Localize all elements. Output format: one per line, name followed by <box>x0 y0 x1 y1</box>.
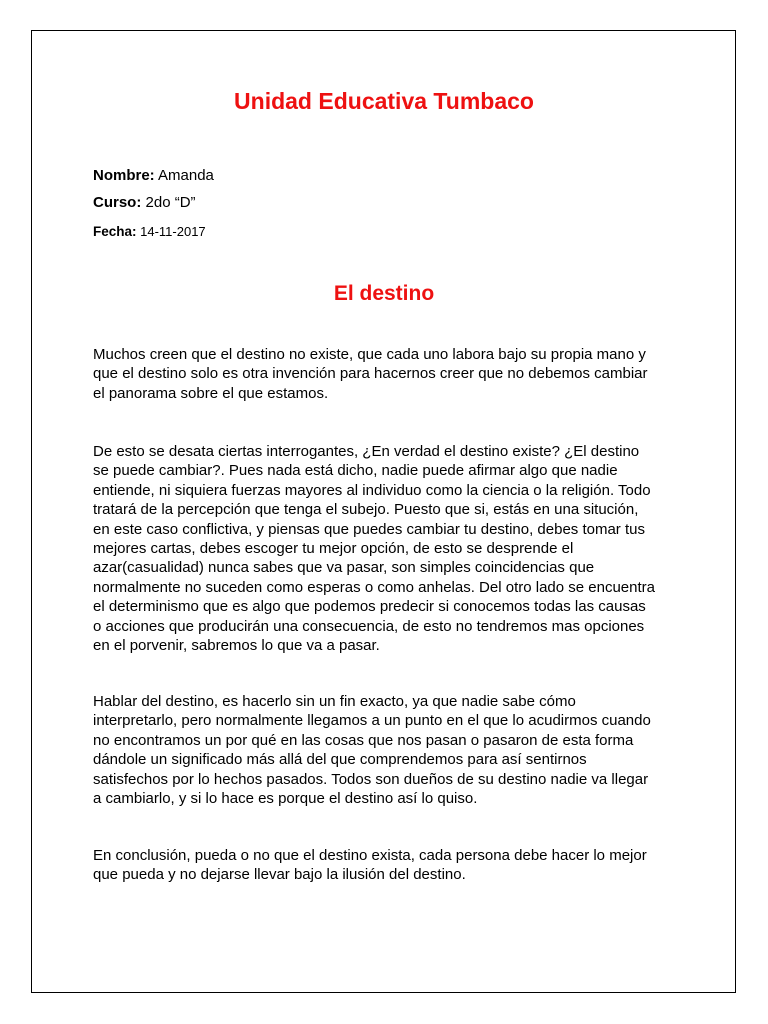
essay-paragraph-1 <box>93 345 683 403</box>
paragraph-line: el panorama sobre el que estamos. <box>93 384 329 402</box>
course-row <box>93 193 196 213</box>
paragraph-line: que pueda y no dejarse llevar bajo la ilusión del destino. <box>93 866 466 884</box>
paragraph-line: interpretarlo, pero normalmente llegamos a un punto en el que lo acudirmos cuando <box>93 712 651 730</box>
paragraph-line: que el destino solo es otra invención para hacernos creer que no debemos cambiar <box>93 365 648 383</box>
paragraph-line: no encontramos un por qué en las cosas que nos pasan o pasaron de esta forma <box>93 731 634 749</box>
essay-title: El destino <box>333 282 435 305</box>
paragraph-line: tratará de la percepción que tenga el subejo. Puesto que si, estás en una situción, <box>93 501 639 519</box>
paragraph-line: dándole un significado más allá del que comprendemos para así sentirnos <box>93 751 587 769</box>
paragraph-line: Muchos creen que el destino no existe, que cada uno labora bajo su propia mano y <box>93 346 646 363</box>
paragraph-line: mejores cartas, debes escoger tu mejor opción, de esto se desprende el <box>93 540 574 558</box>
date-label: Fecha: <box>93 224 137 239</box>
course-label: Curso: <box>93 194 142 211</box>
paragraph-line: a cambiarlo, y si lo hace es porque el destino así lo quiso. <box>93 790 478 808</box>
date-row <box>93 222 206 242</box>
name-label: Nombre: <box>93 167 155 184</box>
paragraph-line: De esto se desata ciertas interrogantes, ¿En verdad el destino existe? ¿El destino <box>93 443 640 460</box>
essay-paragraph-3 <box>93 692 683 808</box>
paragraph-line: normalmente no suceden como esperas o como anhelas. Del otro lado se encuentra <box>93 578 655 596</box>
paragraph-line: azar(casualidad) nunca sabes que va pasar, son simples coincidencias que <box>93 559 595 577</box>
paragraph-line: en este caso conflictiva, y piensas que puedes cambiar tu destino, debes tomar tus <box>93 520 645 538</box>
paragraph-line: Hablar del destino, es hacerlo sin un fin exacto, ya que nadie sabe cómo <box>93 693 576 710</box>
date-value: 14-11-2017 <box>136 224 206 239</box>
paragraph-line: el determinismo que es algo que podemos predecir si conocemos todas las causas <box>93 598 646 616</box>
school-title: Unidad Educativa Tumbaco <box>234 88 534 114</box>
essay-paragraph-4 <box>93 846 683 885</box>
student-name-row <box>93 166 214 186</box>
paragraph-line: entiende, ni siquiera fuerzas mayores al individuo como la ciencia o la religión. Todo <box>93 481 651 499</box>
paragraph-line: se puede cambiar?. Pues nada está dicho, nadie puede afirmar algo que nadie <box>93 462 618 480</box>
paragraph-line: o acciones que producirán una consecuencia, de esto no tendremos mas opciones <box>93 617 645 635</box>
paragraph-line: en el porvenir, sabremos lo que va a pasar. <box>93 637 380 655</box>
essay-paragraph-2 <box>93 442 683 655</box>
paragraph-line: En conclusión, pueda o no que el destino exista, cada persona debe hacer lo mejor <box>93 847 647 864</box>
course-value: 2do “D” <box>141 194 196 211</box>
name-value: Amanda <box>154 167 214 184</box>
paragraph-line: satisfechos por lo hechos pasados. Todos son dueños de su destino nadie va llegar <box>93 770 649 788</box>
